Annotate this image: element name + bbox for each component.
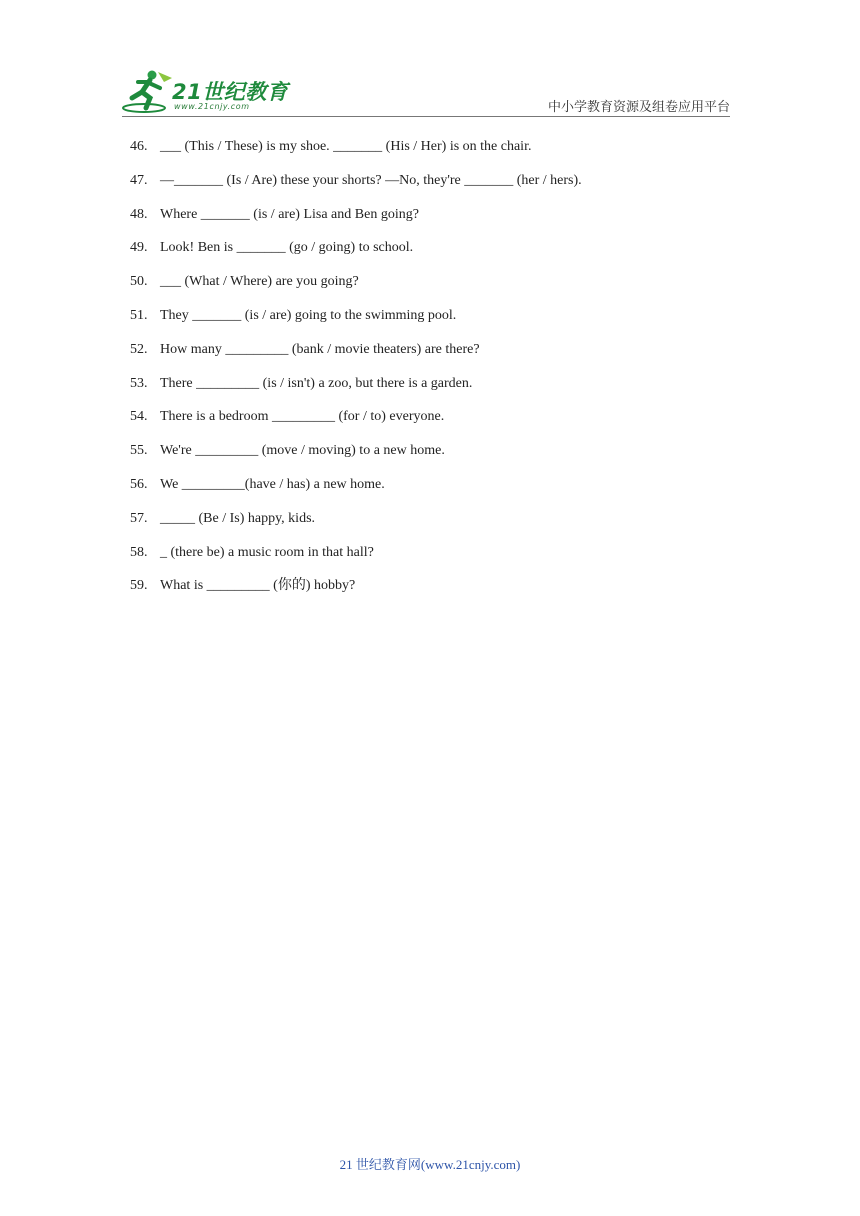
question-text: There is a bedroom _________ (for / to) everyone. [160,409,445,425]
header-divider [122,116,730,117]
question-number: 49 [130,240,144,256]
question-text: Where _______ (is / are) Lisa and Ben going? [160,206,419,222]
question-item: 50. ___ (What / Where) are you going? [130,272,750,306]
question-item: 56. We _________(have / has) a new home. [130,475,750,509]
question-number: 52 [130,341,144,357]
question-item: 59. What is _________ (你的) hobby? [130,576,750,610]
question-text: What is _________ (你的) hobby? [160,578,356,594]
question-text: ___ (What / Where) are you going? [160,274,359,290]
question-text: There _________ (is / isn't) a zoo, but there is a garden. [160,375,473,391]
question-item: 58. _ (there be) a music room in that hall? [130,543,750,577]
question-text: _____ (Be / Is) happy, kids. [160,510,316,526]
question-item: 46. ___ (This / These) is my shoe. _______ (His / Her) is on the chair. [130,137,750,171]
question-text: We _________(have / has) a new home. [160,476,385,492]
question-number: 46 [130,139,144,154]
question-item: 49. Look! Ben is _______ (go / going) to school. [130,238,750,272]
question-number: 48 [130,206,144,222]
question-item: 48. Where _______ (is / are) Lisa and Ben going? [130,205,750,239]
logo [122,68,292,116]
question-number: 47 [130,172,144,188]
question-item: 51. They _______ (is / are) going to the swimming pool. [130,306,750,340]
question-number: 57 [130,510,144,526]
question-number: 50 [130,274,144,290]
question-number: 56 [130,476,144,492]
question-text: Look! Ben is _______ (go / going) to school. [160,240,414,256]
question-item: 53. There _________ (is / isn't) a zoo, but there is a garden. [130,374,750,408]
question-number: 53 [130,375,144,391]
page-header [0,0,860,120]
question-item: 52. How many _________ (bank / movie theaters) are there? [130,340,750,374]
question-number: 51 [130,307,144,323]
logo-text: 21世纪教育 [172,80,289,104]
question-text: ___ (This / These) is my shoe. _______ (His / Her) is on the chair. [160,139,532,154]
question-text: How many _________ (bank / movie theaters) are there? [160,341,480,357]
question-text: We're _________ (move / moving) to a new home. [160,443,445,459]
header-slogan: 中小学教育资源及组卷应用平台 [547,99,730,114]
question-number: 55 [130,443,144,459]
page-footer: 21 世纪教育网(www.21cnjy.com) [339,1157,521,1172]
runner-logo-icon [122,68,172,116]
question-list [130,137,750,610]
question-number: 54 [130,409,144,425]
question-text: They _______ (is / are) going to the swimming pool. [160,307,457,323]
question-item: 57. _____ (Be / Is) happy, kids. [130,509,750,543]
question-item: 55. We're _________ (move / moving) to a new home. [130,441,750,475]
question-item: 47. —_______ (Is / Are) these your shorts? —No, they're _______ (her / hers). [130,171,750,205]
question-text: —_______ (Is / Are) these your shorts? —No, they're _______ (her / hers). [160,172,582,188]
question-number: 58 [130,544,144,560]
question-number: 59 [130,578,144,594]
question-item: 54. There is a bedroom _________ (for / to) everyone. [130,407,750,441]
logo-url: www.21cnjy.com [174,102,250,111]
question-text: _ (there be) a music room in that hall? [160,544,374,560]
